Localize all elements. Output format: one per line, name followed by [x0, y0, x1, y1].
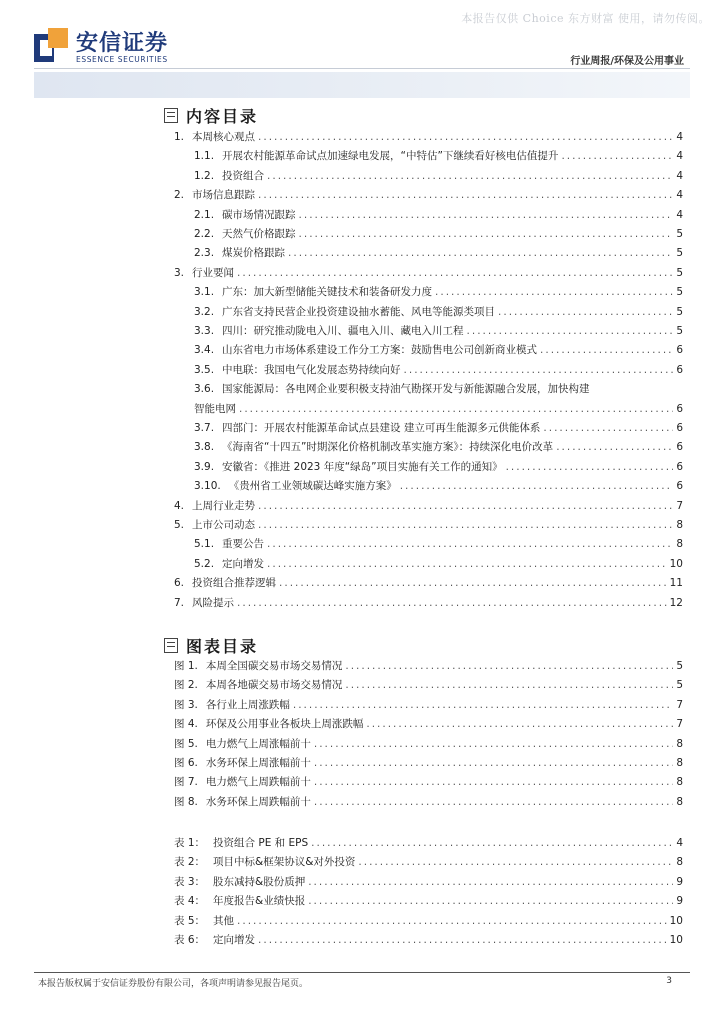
entry-number: 2.3.	[194, 247, 215, 260]
toc-entry[interactable]	[174, 595, 683, 611]
toc-entry[interactable]	[174, 835, 683, 851]
entry-number: 图 3.	[174, 698, 198, 711]
entry-number: 表 5：	[174, 914, 206, 927]
toc-entry[interactable]	[194, 556, 683, 572]
entry-title: 上市公司动态	[192, 519, 256, 531]
entry-page: 5	[676, 286, 683, 299]
entry-number: 3.8.	[194, 441, 215, 454]
entry-title: 山东省电力市场体系建设工作分工方案：鼓励售电公司创新商业模式	[222, 344, 538, 357]
dot-leader	[314, 755, 673, 771]
toc-entry[interactable]	[174, 716, 683, 732]
entry-number: 3.10.	[194, 480, 221, 493]
entry-number: 3.9.	[194, 460, 215, 473]
toc-entry[interactable]	[174, 874, 683, 890]
dot-leader	[506, 459, 674, 475]
entry-page: 6	[676, 441, 683, 454]
toc-entry[interactable]	[194, 439, 683, 455]
toc-entry[interactable]	[194, 207, 683, 223]
dot-leader	[345, 658, 673, 674]
entry-page: 5	[676, 266, 683, 279]
entry-title: 定向增发	[213, 934, 256, 946]
toc-entry[interactable]	[174, 854, 683, 870]
dot-leader	[267, 536, 673, 552]
toc-entry[interactable]	[194, 420, 683, 436]
entry-page: 5	[676, 247, 683, 260]
entry-title: 水务环保上周跌幅前十	[205, 795, 311, 808]
dot-leader	[267, 168, 673, 184]
entry-page: 6	[676, 344, 683, 357]
entry-number: 3.6.	[194, 383, 215, 396]
header-band	[34, 72, 690, 98]
entry-number: 图 5.	[174, 737, 198, 750]
entry-page: 8	[676, 776, 683, 789]
dot-leader	[314, 794, 673, 810]
toc-title: 内容目录	[164, 104, 258, 127]
dot-leader	[237, 265, 673, 281]
entry-title: 广东：加大新型储能关键技术和装备研发力度	[222, 286, 433, 299]
toc-entry[interactable]	[194, 148, 683, 164]
toc-entry[interactable]	[174, 129, 683, 145]
dot-leader	[299, 207, 674, 223]
entry-page: 5	[676, 228, 683, 240]
entry-page: 6	[676, 460, 683, 473]
entry-number: 5.2.	[194, 557, 215, 570]
toc-entry[interactable]	[174, 575, 683, 591]
entry-number: 图 2.	[174, 679, 198, 692]
entry-title: 环保及公用事业各板块上周涨跌幅	[205, 718, 364, 731]
dot-leader	[311, 835, 673, 851]
entry-page: 6	[676, 402, 683, 415]
toc-entry[interactable]	[194, 245, 683, 261]
entry-number: 图 8.	[174, 795, 198, 808]
toc-entry[interactable]	[174, 187, 683, 203]
dot-leader	[498, 304, 673, 320]
toc-entry[interactable]	[174, 932, 683, 948]
entry-number: 表 6：	[174, 934, 206, 946]
entry-page: 5	[676, 679, 683, 692]
toc-entry[interactable]	[194, 226, 683, 242]
entry-page: 8	[676, 795, 683, 808]
toc-entry[interactable]	[174, 893, 683, 909]
entry-page: 6	[676, 480, 683, 493]
entry-title: 安徽省：《推进 2023 年度“绿岛”项目实施有关工作的通知》	[222, 460, 503, 473]
dot-leader	[237, 913, 667, 929]
logo-name-cn: 安信证券	[76, 31, 169, 56]
dot-leader	[358, 854, 673, 870]
entry-title: 水务环保上周涨幅前十	[205, 757, 311, 769]
toc-entry[interactable]	[194, 478, 683, 494]
entry-number: 3.3.	[194, 325, 215, 337]
entry-page: 4	[676, 131, 683, 143]
entry-title: 投资组合 PE 和 EPS	[213, 837, 309, 849]
dot-leader	[258, 187, 673, 203]
entry-number: 4.	[174, 499, 185, 512]
entry-page: 8	[676, 519, 683, 531]
list-icon	[164, 638, 178, 653]
company-logo	[34, 24, 182, 68]
entry-title: 重要公告	[222, 538, 265, 551]
entry-page: 8	[676, 757, 683, 769]
toc-entry[interactable]	[174, 774, 683, 790]
dot-leader	[556, 439, 673, 455]
entry-number: 7.	[174, 596, 185, 609]
entry-title: 风险提示	[192, 596, 235, 609]
entry-title: 本周核心观点	[192, 131, 256, 143]
dot-leader	[314, 736, 673, 752]
entry-title: 《贵州省工业领域碳达峰实施方案》	[228, 480, 397, 493]
entry-title: 上周行业走势	[192, 499, 256, 512]
toc-entry[interactable]	[194, 362, 683, 378]
entry-title: 国家能源局：各电网企业要积极支持油气勘探开发与新能源融合发展，加快构建	[222, 383, 590, 396]
list-icon	[164, 108, 178, 123]
dot-leader	[467, 323, 674, 339]
toc-entry[interactable]	[194, 323, 683, 339]
entry-title: 其他	[213, 914, 235, 927]
entry-number: 图 6.	[174, 757, 198, 769]
toc-entry[interactable]	[194, 304, 683, 320]
entry-page: 7	[676, 718, 683, 731]
figures-title: 图表目录	[164, 634, 258, 657]
entry-page: 4	[676, 150, 683, 163]
entry-number: 表 2：	[174, 856, 206, 869]
dot-leader	[561, 148, 673, 164]
entry-number: 5.	[174, 519, 185, 531]
entry-title: 煤炭价格跟踪	[222, 247, 286, 260]
entry-number: 图 7.	[174, 776, 198, 789]
entry-title: 行业要闻	[192, 266, 235, 279]
toc-entry[interactable]	[194, 168, 683, 184]
report-category: 行业周报/环保及公用事业	[570, 56, 684, 67]
entry-number: 3.7.	[194, 422, 215, 434]
entry-page: 10	[669, 557, 683, 570]
dot-leader	[543, 420, 673, 436]
entry-title: 智能电网	[194, 402, 236, 415]
page-number: 3	[666, 976, 672, 986]
toc-entry[interactable]	[174, 677, 683, 693]
toc-entry-wrapped[interactable]	[194, 381, 590, 397]
entry-title: 四川：研究推动陇电入川、疆电入川、藏电入川工程	[222, 325, 464, 337]
toc-entry[interactable]	[174, 913, 683, 929]
entry-page: 12	[669, 596, 683, 609]
dot-leader	[258, 932, 667, 948]
entry-number: 5.1.	[194, 538, 215, 551]
dot-leader	[258, 129, 673, 145]
entry-title: 电力燃气上周涨幅前十	[205, 737, 311, 750]
toc-entry[interactable]	[174, 658, 683, 674]
entry-title: 广东省支持民营企业投资建设抽水蓄能、风电等能源类项目	[222, 305, 496, 318]
dot-leader	[288, 245, 673, 261]
entry-page: 5	[676, 660, 683, 672]
entry-number: 6.	[174, 577, 185, 590]
dot-leader	[435, 284, 673, 300]
entry-page: 5	[676, 325, 683, 337]
dot-leader	[267, 556, 667, 572]
entry-page: 9	[676, 875, 683, 888]
dot-leader	[366, 716, 673, 732]
entry-number: 1.	[174, 131, 185, 143]
logo-icon	[34, 28, 68, 62]
dot-leader	[237, 595, 667, 611]
entry-title: 年度报告&业绩快报	[213, 895, 306, 908]
entry-page: 10	[669, 934, 683, 946]
entry-title: 投资组合	[222, 169, 265, 182]
dot-leader	[400, 478, 674, 494]
entry-title: 碳市场情况跟踪	[222, 208, 296, 221]
dot-leader	[314, 774, 673, 790]
entry-number: 1.1.	[194, 150, 215, 163]
entry-title: 项目中标&框架协议&对外投资	[213, 856, 356, 869]
toc-entry[interactable]	[174, 498, 683, 514]
entry-page: 7	[676, 698, 683, 711]
dot-leader	[239, 401, 673, 417]
toc-entry[interactable]	[174, 517, 683, 533]
toc-entry[interactable]	[194, 459, 683, 475]
entry-number: 2.1.	[194, 208, 215, 221]
entry-title: 市场信息跟踪	[192, 189, 256, 202]
toc-entry[interactable]	[194, 342, 683, 358]
entry-page: 5	[676, 305, 683, 318]
footer-disclaimer: 本报告版权属于安信证券股份有限公司，各项声明请参见报告尾页。	[38, 979, 309, 989]
entry-title: 定向增发	[222, 557, 265, 570]
dot-leader	[308, 874, 673, 890]
dot-leader	[299, 226, 674, 242]
entry-page: 6	[676, 363, 683, 376]
entry-title: 中电联：我国电气化发展态势持续向好	[222, 363, 401, 376]
footer-divider	[34, 972, 690, 973]
entry-page: 8	[676, 737, 683, 750]
entry-page: 8	[676, 538, 683, 551]
toc-entry[interactable]	[194, 284, 683, 300]
entry-title: 开展农村能源革命试点加速绿电发展，“中特估”下继续看好核电估值提升	[222, 150, 559, 163]
entry-page: 4	[676, 208, 683, 221]
entry-title: 四部门：开展农村能源革命试点县建设 建立可再生能源多元供能体系	[222, 422, 541, 434]
entry-number: 1.2.	[194, 169, 215, 182]
dot-leader	[540, 342, 673, 358]
dot-leader	[293, 697, 673, 713]
entry-title: 股东减持&股份质押	[213, 875, 306, 888]
entry-page: 10	[669, 914, 683, 927]
dot-leader	[404, 362, 674, 378]
entry-title: 天然气价格跟踪	[222, 228, 296, 240]
entry-title: 本周全国碳交易市场交易情况	[205, 660, 343, 672]
entry-page: 11	[669, 577, 683, 590]
entry-number: 图 1.	[174, 660, 198, 672]
entry-page: 4	[676, 169, 683, 182]
entry-number: 3.1.	[194, 286, 215, 299]
toc-entry[interactable]	[174, 794, 683, 810]
entry-number: 2.	[174, 189, 185, 202]
entry-number: 图 4.	[174, 718, 198, 731]
entry-title: 本周各地碳交易市场交易情况	[205, 679, 343, 692]
toc-entry[interactable]	[194, 536, 683, 552]
entry-title: 电力燃气上周跌幅前十	[205, 776, 311, 789]
toc-entry[interactable]	[174, 736, 683, 752]
entry-title: 各行业上周涨跌幅	[205, 698, 290, 711]
entry-page: 7	[676, 499, 683, 512]
entry-page: 4	[676, 837, 683, 849]
toc-entry[interactable]	[174, 755, 683, 771]
watermark-text: 本报告仅供 Choice 东方财富 使用，请勿传阅。	[461, 12, 710, 25]
header-divider	[34, 68, 690, 69]
toc-entry[interactable]	[174, 697, 683, 713]
entry-number: 3.	[174, 266, 185, 279]
entry-number: 2.2.	[194, 228, 215, 240]
entry-number: 表 4：	[174, 895, 206, 908]
entry-page: 4	[676, 189, 683, 202]
entry-number: 3.2.	[194, 305, 215, 318]
toc-entry[interactable]	[194, 401, 683, 417]
logo-name-en: ESSENCE SECURITIES	[76, 55, 168, 64]
dot-leader	[279, 575, 667, 591]
dot-leader	[345, 677, 673, 693]
entry-page: 6	[676, 422, 683, 434]
dot-leader	[258, 517, 673, 533]
entry-page: 9	[676, 895, 683, 908]
entry-number: 表 1：	[174, 837, 206, 849]
entry-title: 投资组合推荐逻辑	[192, 577, 277, 590]
entry-title: 《海南省“十四五”时期深化价格机制改革实施方案》：持续深化电价改革	[222, 441, 554, 454]
dot-leader	[258, 498, 673, 514]
entry-number: 3.5.	[194, 363, 215, 376]
entry-page: 8	[676, 856, 683, 869]
entry-number: 表 3：	[174, 875, 206, 888]
dot-leader	[308, 893, 673, 909]
entry-number: 3.4.	[194, 344, 215, 357]
toc-entry[interactable]	[174, 265, 683, 281]
